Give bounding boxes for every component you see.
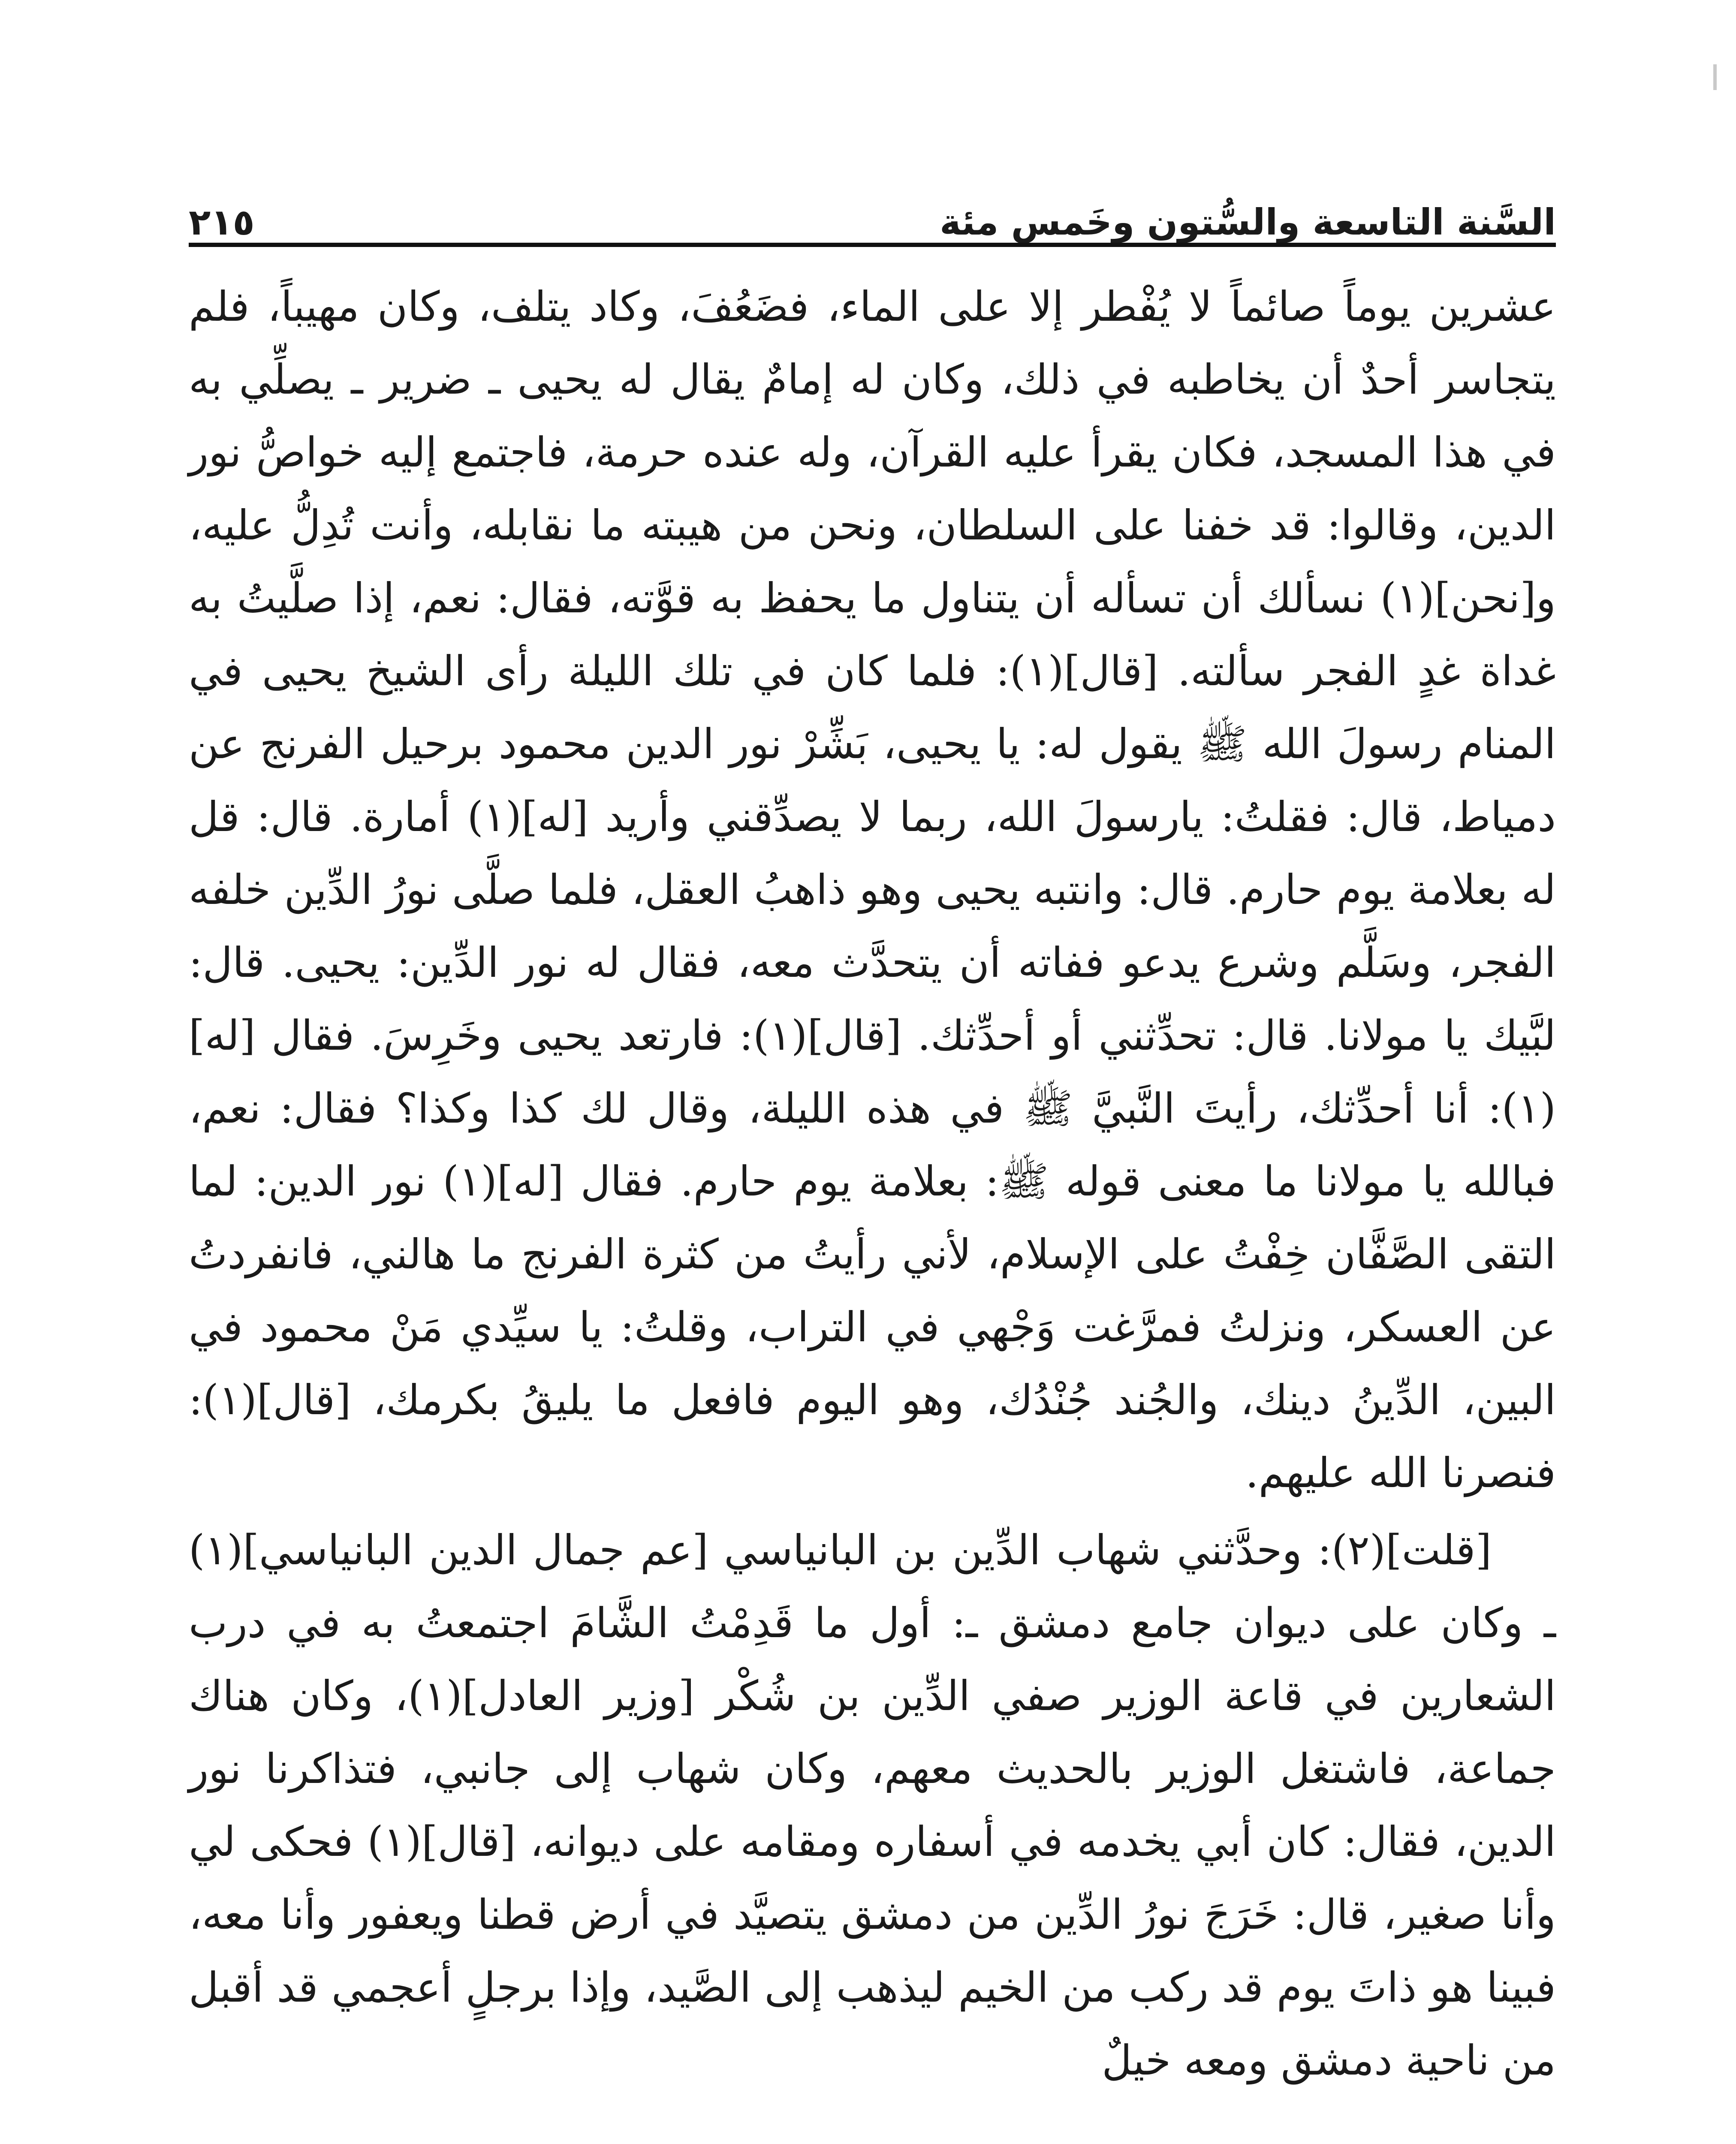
page-number: ٢١٥ [189, 201, 255, 243]
main-text [189, 270, 1556, 2097]
running-title: السَّنة التاسعة والسُّتون وخَمس مئة [940, 201, 1556, 243]
paragraph: عشرين يوماً صائماً لا يُفْطر إلا على الماء، فضَعُفَ، وكاد يتلف، وكان مهيباً، فلم يتجاسر أحدٌ أن يخاطبه في ذلك، وكان له إمامٌ يقال له يحيى ـ ضرير ـ يصلِّي به في هذا المسجد، فكان يقرأ عليه القرآن، وله عنده حرمة، فاجتمع إليه خواصُّ نور الدين، وقالوا: قد خفنا على السلطان، ونحن من هيبته ما نقابله، وأنت تُدِلُّ عليه، و[نحن](١) نسألك أن تسأله أن يتناول ما يحفظ به قوَّته، فقال: نعم، إذا صلَّيتُ به غداة غدٍ الفجر سألته. [قال](١): فلما كان في تلك الليلة رأى الشيخ يحيى في المنام رسولَ الله ﷺ يقول له: يا يحيى، بَشِّرْ نور الدين محمود برحيل الفرنج عن دمياط، قال: فقلتُ: يارسولَ الله، ربما لا يصدِّقني وأريد [له](١) أمارة. قال: قل له بعلامة يوم حارم. قال: وانتبه يحيى وهو ذاهبُ العقل، فلما صلَّى نورُ الدِّين خلفه الفجر، وسَلَّم وشرع يدعو ففاته أن يتحدَّث معه، فقال له نور الدِّين: يحيى. قال: لبَّيك يا مولانا. قال: تحدِّثني أو أحدِّثك. [قال](١): فارتعد يحيى وخَرِسَ. فقال [له](١): أنا أحدِّثك، رأيتَ النَّبيَّ ﷺ في هذه الليلة، وقال لك كذا وكذا؟ فقال: نعم، فبالله يا مولانا ما معنى قوله ﷺ: بعلامة يوم حارم. فقال [له](١) نور الدين: لما التقى الصَّفَّان خِفْتُ على الإسلام، لأني رأيتُ من كثرة الفرنج ما هالني، فانفردتُ عن العسكر، ونزلتُ فمرَّغت وَجْهي في التراب، وقلتُ: يا سيِّدي مَنْ محمود في البين، الدِّينُ دينك، والجُند جُنْدُك، وهو اليوم فافعل ما يليقُ بكرمك، [قال](١): فنصرنا الله عليهم. [189, 283, 1556, 1497]
header-rule [189, 243, 1556, 247]
paragraph: [قلت](٢): وحدَّثني شهاب الدِّين بن البانياسي [عم جمال الدين البانياسي](١) ـ وكان على ديوان جامع دمشق ـ: أول ما قَدِمْتُ الشَّامَ اجتمعتُ به في درب الشعارين في قاعة الوزير صفي الدِّين بن شُكْر [وزير العادل](١)، وكان هناك جماعة، فاشتغل الوزير بالحديث معهم، وكان شهاب إلى جانبي، فتذاكرنا نور الدين، فقال: كان أبي يخدمه في أسفاره ومقامه على ديوانه، [قال](١) فحكى لي وأنا صغير، قال: خَرَجَ نورُ الدِّين من دمشق يتصيَّد في أرض قطنا ويعفور وأنا معه، فبينا هو ذاتَ يوم قد ركب من الخيم ليذهب إلى الصَّيد، وإذا برجلٍ أعجمي قد أقبل من ناحية دمشق ومعه خيلٌ [189, 1526, 1556, 2084]
running-head [189, 163, 1556, 243]
scan-mark [1713, 64, 1717, 90]
